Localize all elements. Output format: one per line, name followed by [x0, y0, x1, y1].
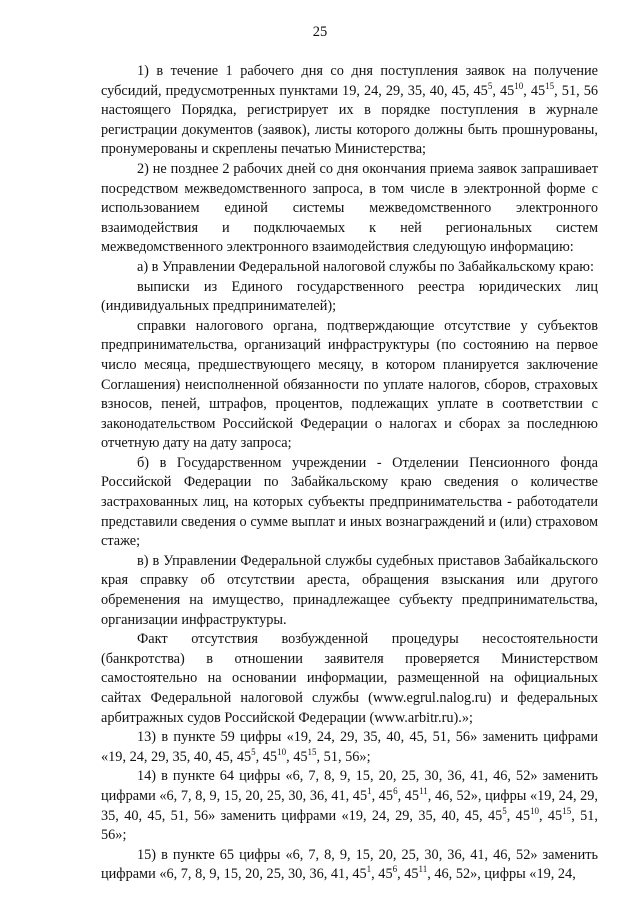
paragraph-amendment-15: 15) в пункте 65 цифры «6, 7, 8, 9, 15, 20, 25, 30, 36, 41, 46, 52» заменить цифрами «6, 7, 8, 9, 15, 20, 25, 30, 36, 41, $45^1$, $45^6$, $45^{11}$, 46, 52», цифры «19, 24,: [101, 846, 598, 883]
paragraph-amendment-14: 14) в пункте 64 цифры «6, 7, 8, 9, 15, 20, 25, 30, 36, 41, 46, 52» заменить цифрами «6, 7, 8, 9, 15, 20, 25, 30, 36, 41, $45^1$, $45^6$, $45^{11}$, 46, 52», цифры «19, 24, 29, 35, 40, 45, 51, 56» заменить цифрами «19, 24, 29, 35, 40, 45, $45^5$, $45^{10}$, $45^{15}$, 51, 56»;: [101, 768, 599, 844]
document-body: [101, 62, 598, 885]
paragraph-bankruptcy-check: Факт отсутствия возбужденной процедуры несостоятельности (банкротства) в отношении заявителя проверяется Министерством самостоятельно на основании информации, размещенной на официальных сайтах Федеральной налоговой службы (www.egrul.nalog.ru) и федеральных арбитражных судов Российской Федерации (www.arbitr.ru).»;: [101, 631, 598, 726]
paragraph-subitem-a-tax-service: а) в Управлении Федеральной налоговой службы по Забайкальскому краю:: [137, 258, 594, 275]
paragraph-amendment-13: 13) в пункте 59 цифры «19, 24, 29, 35, 40, 45, 51, 56» заменить цифрами «19, 24, 29, 35, 40, 45, $45^5$, $45^{10}$, $45^{15}$, 51, 56»;: [101, 729, 598, 765]
paragraph-item-2-interagency-request: 2) не позднее 2 рабочих дней со дня окончания приема заявок запрашивает посредством межведомственного запроса, в том числе в электронной форме с использованием единой системы межведомственного электронного взаимодействия и подключаемых к ней региональных систем межведомственного электронного взаимодействия следующую информацию:: [101, 160, 598, 256]
page-number: 25: [312, 24, 328, 40]
paragraph-item-1-registration: 1) в течение 1 рабочего дня со дня поступления заявок на получение субсидий, предусмотренных пунктами 19, 24, 29, 35, 40, 45, $45^5$, $45^{10}$, $45^{15}$, 51, 56 настоящего Порядка, регистрирует их в порядке поступления в журнале регистрации документов (заявок), листы которого должны быть прошнурованы, пронумерованы и скреплены печатью Министерства;: [101, 63, 598, 158]
paragraph-tax-certificates: справки налогового органа, подтверждающие отсутствие у субъектов предпринимательства, организаций инфраструктуры (по состоянию на первое число месяца, предшествующего месяцу, в котором планируется заключение Соглашения) неисполненной обязанности по уплате налогов, сборов, страховых взносов, пеней, штрафов, процентов, подлежащих уплате в соответствии с законодательством Российской Федерации о налогах и сборах за последнюю отчетную дату на дату запроса;: [101, 317, 598, 452]
paragraph-subitem-b-pension-fund: б) в Государственном учреждении - Отделении Пенсионного фонда Российской Федерации по Забайкальскому краю сведения о количестве застрахованных лиц, на которых субъекты предпринимательства - работодатели представили сведения о сумме выплат и иных вознаграждений и (или) страховом стаже;: [101, 454, 598, 550]
paragraph-registry-extracts: выписки из Единого государственного реестра юридических лиц (индивидуальных предпринимателей);: [101, 278, 598, 315]
paragraph-subitem-c-bailiffs: в) в Управлении Федеральной службы судебных приставов Забайкальского края справку об отсутствии ареста, обращения взыскания или другого обременения на имущество, принадлежащее субъекту предпринимательства, организации инфраструктуры.: [101, 552, 598, 628]
